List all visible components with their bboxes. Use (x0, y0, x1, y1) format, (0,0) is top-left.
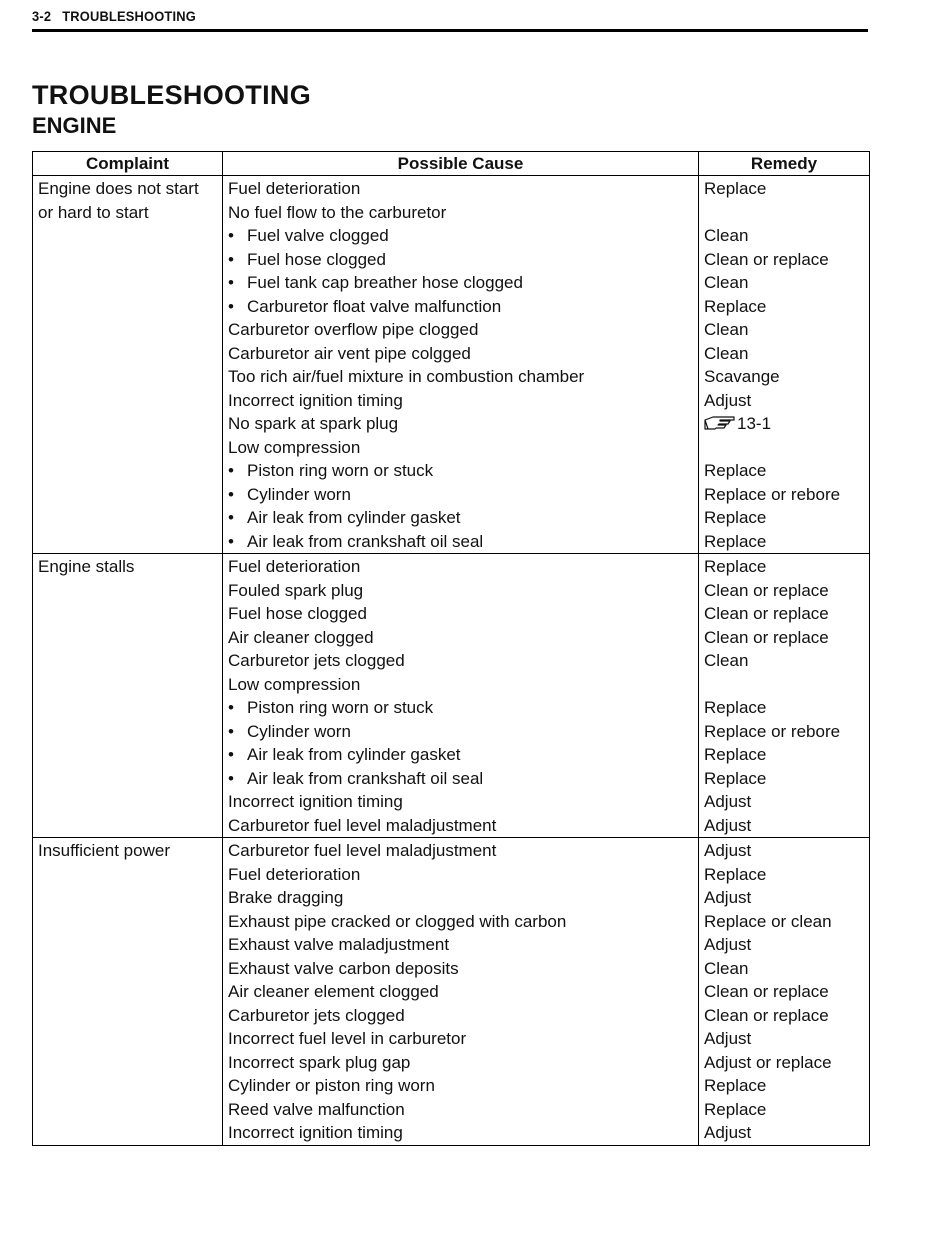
remedy-item (704, 248, 865, 272)
cause-text: Incorrect spark plug gap (228, 1052, 411, 1072)
cause-text: Carburetor float valve malfunction (247, 296, 502, 316)
remedy-text: Adjust (704, 1029, 752, 1048)
remedy-item (704, 436, 865, 460)
remedy-text: Adjust (704, 841, 752, 860)
cause-text: Too rich air/fuel mixture in combustion chamber (228, 367, 585, 386)
remedy-item (704, 1051, 865, 1075)
remedy-text: Adjust (704, 935, 752, 954)
remedy-item (704, 790, 865, 814)
cause-text: Exhaust valve carbon deposits (228, 958, 459, 978)
cause-item (228, 579, 694, 603)
remedy-item (704, 814, 865, 838)
remedy-item (704, 318, 865, 342)
remedy-item (704, 530, 865, 554)
table-row (33, 176, 870, 554)
remedy-item (704, 673, 865, 697)
remedy-text: Replace (704, 508, 767, 527)
remedy-item (704, 389, 865, 413)
cause-item (228, 412, 694, 436)
cause-bullet-item (228, 483, 694, 507)
complaint-text: or hard to start (38, 202, 149, 222)
troubleshooting-table (32, 151, 870, 1146)
remedy-text: Adjust (704, 1123, 752, 1142)
cause-item (228, 1121, 694, 1145)
remedy-item (704, 720, 865, 744)
remedy-item (704, 555, 865, 579)
cause-bullet-item (228, 530, 694, 554)
remedy-text: Adjust (704, 815, 752, 835)
column-header-complaint: Complaint (33, 152, 223, 176)
cause-cell (223, 176, 699, 554)
cause-item (228, 839, 694, 863)
cause-bullet-item (228, 271, 694, 295)
table-row (33, 554, 870, 838)
cause-item (228, 886, 694, 910)
cause-item (228, 673, 694, 697)
remedy-item (704, 933, 865, 957)
running-header (32, 8, 801, 24)
cause-text: Exhaust valve maladjustment (228, 935, 450, 954)
remedy-cell (699, 838, 870, 1146)
remedy-text: Replace (704, 461, 767, 480)
section-subtitle: ENGINE (32, 113, 117, 138)
remedy-item (704, 271, 865, 295)
cause-bullet-item (228, 743, 694, 767)
remedy-text: Clean or replace (704, 1005, 829, 1025)
cause-item (228, 863, 694, 887)
cause-bullet-item (228, 248, 694, 272)
cause-item (228, 365, 694, 389)
cause-bullet-item (228, 295, 694, 319)
remedy-text: Replace (704, 745, 767, 764)
remedy-text: Replace (704, 698, 767, 717)
cause-item (228, 1074, 694, 1098)
remedy-item (704, 863, 865, 887)
remedy-item (704, 1004, 865, 1028)
remedy-item (704, 886, 865, 910)
cause-text: Low compression (228, 437, 361, 457)
cause-text: Low compression (228, 674, 361, 694)
remedy-text: Replace (704, 296, 767, 316)
cause-item (228, 910, 694, 934)
remedy-text: Replace (704, 1099, 767, 1119)
cause-item (228, 1027, 694, 1051)
remedy-text: Adjust (704, 390, 752, 410)
remedy-item (704, 839, 865, 863)
cause-text: Fuel deterioration (228, 864, 361, 884)
remedy-text: Replace (704, 864, 767, 884)
cause-text: Air leak from cylinder gasket (247, 745, 461, 764)
cause-item (228, 318, 694, 342)
remedy-text: Clean or replace (704, 580, 829, 600)
complaint-group (33, 838, 870, 1146)
cause-text: Cylinder or piston ring worn (228, 1076, 435, 1095)
remedy-text: Replace or rebore (704, 721, 841, 741)
remedy-item (704, 767, 865, 791)
complaint-text: Insufficient power (38, 841, 170, 860)
remedy-item (704, 295, 865, 319)
cause-text: Brake dragging (228, 888, 344, 907)
remedy-item (704, 459, 865, 483)
remedy-text: Clean (704, 320, 749, 339)
cause-item (228, 790, 694, 814)
cause-text: Carburetor overflow pipe clogged (228, 320, 479, 339)
remedy-item (704, 201, 865, 225)
remedy-text: 13-1 (737, 414, 772, 433)
cause-text: Fuel hose clogged (228, 604, 367, 623)
cause-text: Cylinder worn (247, 484, 351, 504)
cause-text: Incorrect fuel level in carburetor (228, 1029, 467, 1048)
remedy-item (704, 1027, 865, 1051)
cause-text: Fuel deterioration (228, 557, 361, 576)
cause-text: Fuel hose clogged (247, 249, 386, 269)
complaint-group (33, 176, 870, 554)
cause-item (228, 342, 694, 366)
remedy-text: Clean (704, 273, 749, 292)
remedy-item (704, 579, 865, 603)
cause-item (228, 1098, 694, 1122)
cause-text: Fouled spark plug (228, 580, 364, 600)
cause-text: Incorrect ignition timing (228, 792, 403, 811)
cause-item (228, 980, 694, 1004)
cause-text: Carburetor fuel level maladjustment (228, 841, 497, 860)
remedy-text: Clean or replace (704, 604, 829, 623)
remedy-text: Replace (704, 768, 767, 788)
remedy-item (704, 743, 865, 767)
cause-text: Fuel valve clogged (247, 226, 389, 245)
remedy-item (704, 980, 865, 1004)
cause-item (228, 201, 694, 225)
cause-item (228, 602, 694, 626)
cause-item (228, 626, 694, 650)
complaint-cell (33, 554, 223, 838)
remedy-item (704, 365, 865, 389)
remedy-text: Clean (704, 226, 749, 245)
pointing-hand-icon (704, 415, 736, 431)
remedy-text: Adjust (704, 888, 752, 907)
cause-text: Carburetor jets clogged (228, 1005, 405, 1025)
cause-bullet-item (228, 506, 694, 530)
cause-item (228, 957, 694, 981)
remedy-text: Clean or replace (704, 627, 829, 647)
cause-text: Air cleaner clogged (228, 627, 374, 647)
section-name: TROUBLESHOOTING (62, 8, 196, 24)
remedy-text: Adjust or replace (704, 1052, 832, 1072)
cause-item (228, 814, 694, 838)
cause-item (228, 933, 694, 957)
table-header-row (33, 152, 870, 176)
cause-text: Air leak from crankshaft oil seal (247, 768, 484, 788)
remedy-text: Clean or replace (704, 982, 829, 1001)
remedy-text: Replace (704, 531, 767, 551)
cause-text: Piston ring worn or stuck (247, 461, 434, 480)
cause-bullet-item (228, 459, 694, 483)
cause-cell (223, 838, 699, 1146)
remedy-item (704, 696, 865, 720)
cause-text: Reed valve malfunction (228, 1099, 405, 1119)
cause-text: Incorrect ignition timing (228, 1123, 403, 1142)
remedy-item (704, 483, 865, 507)
cause-text: Air leak from crankshaft oil seal (247, 531, 484, 551)
remedy-text: Scavange (704, 367, 780, 386)
complaint-text: Engine does not start (38, 179, 199, 198)
remedy-item (704, 649, 865, 673)
remedy-item (704, 626, 865, 650)
remedy-text: Replace or rebore (704, 484, 841, 504)
remedy-item (704, 957, 865, 981)
cause-text: Piston ring worn or stuck (247, 698, 434, 717)
remedy-item (704, 602, 865, 626)
column-header-cause: Possible Cause (223, 152, 699, 176)
header-rule (32, 29, 868, 32)
remedy-item (704, 412, 865, 436)
remedy-text: Replace or clean (704, 911, 832, 931)
complaint-group (33, 554, 870, 838)
remedy-text: Clean or replace (704, 249, 829, 269)
cause-item (228, 389, 694, 413)
remedy-item (704, 177, 865, 201)
cause-item (228, 1051, 694, 1075)
complaint-cell (33, 838, 223, 1146)
remedy-item (704, 224, 865, 248)
remedy-text: Replace (704, 179, 767, 198)
remedy-text: Clean (704, 651, 749, 670)
cause-item (228, 1004, 694, 1028)
cause-bullet-item (228, 696, 694, 720)
cause-text: Carburetor jets clogged (228, 651, 405, 670)
cause-text: Air leak from cylinder gasket (247, 508, 461, 527)
remedy-item (704, 1121, 865, 1145)
remedy-text: Adjust (704, 792, 752, 811)
table-row (33, 838, 870, 1146)
remedy-item (704, 1074, 865, 1098)
cause-item (228, 555, 694, 579)
page-number: 3-2 (32, 8, 52, 24)
cause-text: No spark at spark plug (228, 414, 399, 433)
cause-text: Cylinder worn (247, 721, 351, 741)
cause-item (228, 177, 694, 201)
cause-text: Incorrect ignition timing (228, 390, 403, 410)
cause-text: No fuel flow to the carburetor (228, 202, 447, 222)
column-header-remedy: Remedy (699, 152, 870, 176)
cause-bullet-item (228, 767, 694, 791)
cause-bullet-item (228, 224, 694, 248)
cause-item (228, 436, 694, 460)
remedy-item (704, 1098, 865, 1122)
remedy-text: Replace (704, 557, 767, 576)
cause-text: Exhaust pipe cracked or clogged with carbon (228, 911, 567, 931)
remedy-item (704, 506, 865, 530)
page-title: TROUBLESHOOTING (32, 80, 311, 110)
remedy-item (704, 910, 865, 934)
complaint-cell (33, 176, 223, 554)
cause-text: Fuel deterioration (228, 179, 361, 198)
remedy-text: Replace (704, 1076, 767, 1095)
cause-text: Fuel tank cap breather hose clogged (247, 273, 523, 292)
remedy-item (704, 342, 865, 366)
remedy-cell (699, 176, 870, 554)
remedy-text: Clean (704, 958, 749, 978)
complaint-text: Engine stalls (38, 557, 135, 576)
remedy-text: Clean (704, 343, 749, 363)
remedy-cell (699, 554, 870, 838)
cause-bullet-item (228, 720, 694, 744)
cause-item (228, 649, 694, 673)
cause-text: Air cleaner element clogged (228, 982, 439, 1001)
cause-text: Carburetor air vent pipe colgged (228, 343, 471, 363)
cause-cell (223, 554, 699, 838)
cause-text: Carburetor fuel level maladjustment (228, 815, 497, 835)
